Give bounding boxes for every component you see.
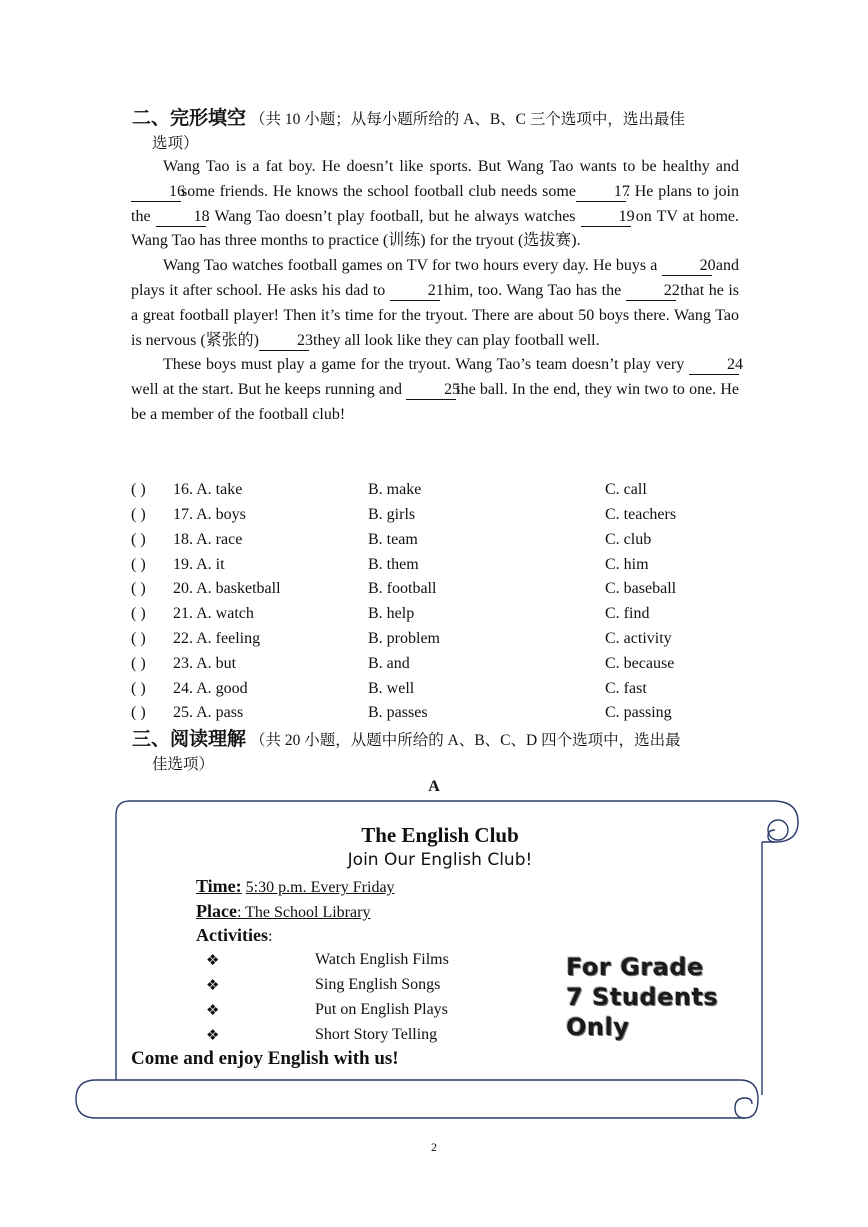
activity-text: Sing English Songs xyxy=(315,976,441,993)
passage-label: A xyxy=(428,778,440,795)
blank-18: 18 xyxy=(156,208,206,227)
passage-text: on TV at home. Wang Tao has three months to practice (训练) for the tryout (选拔赛). xyxy=(131,207,739,250)
activity-text: Watch English Films xyxy=(315,951,449,968)
answer-slot[interactable]: ( ) xyxy=(131,605,146,622)
option-c: C. teachers xyxy=(605,506,677,523)
answer-slot[interactable]: ( ) xyxy=(131,580,146,597)
section-instructions-cont: 选项） xyxy=(152,135,199,152)
option-c: C. fast xyxy=(605,680,647,697)
option-a: 22. A. feeling xyxy=(173,630,261,647)
blank-23: 23 xyxy=(259,332,309,351)
option-b: B. help xyxy=(368,605,415,622)
passage-text: . He plans to join the xyxy=(131,182,739,225)
answer-slot[interactable]: ( ) xyxy=(131,556,146,573)
activity-text: Put on English Plays xyxy=(315,1001,448,1018)
club-subtitle: Join Our English Club! xyxy=(347,850,533,870)
option-c: C. find xyxy=(605,605,650,622)
grade-notice-line: For Grade xyxy=(566,953,704,981)
answer-slot[interactable]: ( ) xyxy=(131,680,146,697)
option-a: 20. A. basketball xyxy=(173,580,281,597)
option-c: C. activity xyxy=(605,630,672,647)
place-line xyxy=(196,901,370,922)
closing-line: Come and enjoy English with us! xyxy=(131,1048,399,1069)
option-b: B. make xyxy=(368,481,422,498)
option-c: C. passing xyxy=(605,704,672,721)
blank-24: 24 xyxy=(689,356,739,375)
passage-text: that he is a great football player! Then it’s time for the tryout. There are about 50 boys there. Wang Tao is nervous (紧张的) xyxy=(131,281,740,349)
section-title: 三、阅读理解 xyxy=(132,728,247,750)
grade-notice-line: Only xyxy=(566,1013,630,1041)
blank-25: 25 xyxy=(406,381,456,400)
place-label: Place xyxy=(196,901,237,921)
activities-heading xyxy=(196,925,272,946)
blank-22: 22 xyxy=(626,282,676,301)
answer-slot[interactable]: ( ) xyxy=(131,630,146,647)
grade-notice-line: 7 Students xyxy=(566,983,719,1011)
option-b: B. passes xyxy=(368,704,428,721)
option-c: C. club xyxy=(605,531,652,548)
option-c: C. because xyxy=(605,655,675,672)
option-b: B. well xyxy=(368,680,415,697)
option-a: 21. A. watch xyxy=(173,605,254,622)
option-a: 19. A. it xyxy=(173,556,225,573)
place-value: : The School Library xyxy=(236,904,371,921)
passage-text: well at the start. But he keeps running and xyxy=(131,381,407,399)
passage-text: the ball. In the end, they win two to one. He be a member of the football club! xyxy=(131,381,739,423)
grade-notice xyxy=(566,952,736,1042)
section-instructions: （共 20 小题，从题中所给的 A、B、C、D 四个选项中，选出最 xyxy=(250,732,681,749)
option-b: B. them xyxy=(368,556,419,573)
passage-text: him, too. Wang Tao has the xyxy=(439,281,626,299)
diamond-bullet-icon: ❖ xyxy=(206,1001,220,1019)
option-a: 24. A. good xyxy=(173,680,248,697)
option-b: B. team xyxy=(368,531,418,548)
section-instructions-cont: 佳选项） xyxy=(152,756,215,773)
passage-text: . Wang Tao doesn’t play football, but he always watches xyxy=(205,207,581,225)
option-a: 17. A. boys xyxy=(173,506,246,523)
passage-text: Wang Tao is a fat boy. He doesn’t like sports. But Wang Tao wants to be healthy and xyxy=(163,158,739,175)
option-a: 18. A. race xyxy=(173,531,243,548)
option-c: C. baseball xyxy=(605,580,677,597)
activities-label: Activities xyxy=(196,925,268,945)
option-a: 16. A. take xyxy=(173,481,243,498)
option-a: 23. A. but xyxy=(173,655,237,672)
page-number: 2 xyxy=(431,1140,437,1154)
answer-slot[interactable]: ( ) xyxy=(131,506,146,523)
passage-text: some friends. He knows the school football club needs some xyxy=(181,182,576,200)
option-a: 25. A. pass xyxy=(173,704,244,721)
option-c: C. him xyxy=(605,556,649,573)
activity-text: Short Story Telling xyxy=(315,1026,438,1043)
blank-17: 17 xyxy=(576,183,626,202)
passage-text: they all look like they can play football well. xyxy=(309,331,600,349)
answer-slot[interactable]: ( ) xyxy=(131,531,146,548)
option-c: C. call xyxy=(605,481,647,498)
time-value: 5:30 p.m. Every Friday xyxy=(245,879,395,896)
diamond-bullet-icon: ❖ xyxy=(206,1026,220,1044)
passage-text: These boys must play a game for the tryout. Wang Tao’s team doesn’t play very xyxy=(163,356,689,374)
answer-slot[interactable]: ( ) xyxy=(131,704,146,721)
club-title: The English Club xyxy=(361,823,519,847)
option-b: B. football xyxy=(368,580,437,597)
passage-text: and plays it after school. He asks his dad to xyxy=(131,257,739,299)
time-line xyxy=(196,876,395,897)
blank-21: 21 xyxy=(390,282,440,301)
blank-19: 19 xyxy=(581,208,631,227)
diamond-bullet-icon: ❖ xyxy=(206,951,220,969)
activities-colon: : xyxy=(267,928,273,945)
section-title: 二、完形填空 xyxy=(132,107,247,129)
passage-text: Wang Tao watches football games on TV for two hours every day. He buys a xyxy=(163,257,662,275)
option-b: B. and xyxy=(368,655,410,672)
diamond-bullet-icon: ❖ xyxy=(206,976,220,994)
answer-slot[interactable]: ( ) xyxy=(131,481,146,498)
blank-20: 20 xyxy=(662,257,712,276)
blank-16: 16 xyxy=(131,183,181,202)
time-label: Time: xyxy=(196,876,242,896)
section-instructions: （共 10 小题；从每小题所给的 A、B、C 三个选项中，选出最佳 xyxy=(250,111,685,128)
option-b: B. girls xyxy=(368,506,416,523)
option-b: B. problem xyxy=(368,630,440,647)
answer-slot[interactable]: ( ) xyxy=(131,655,146,672)
